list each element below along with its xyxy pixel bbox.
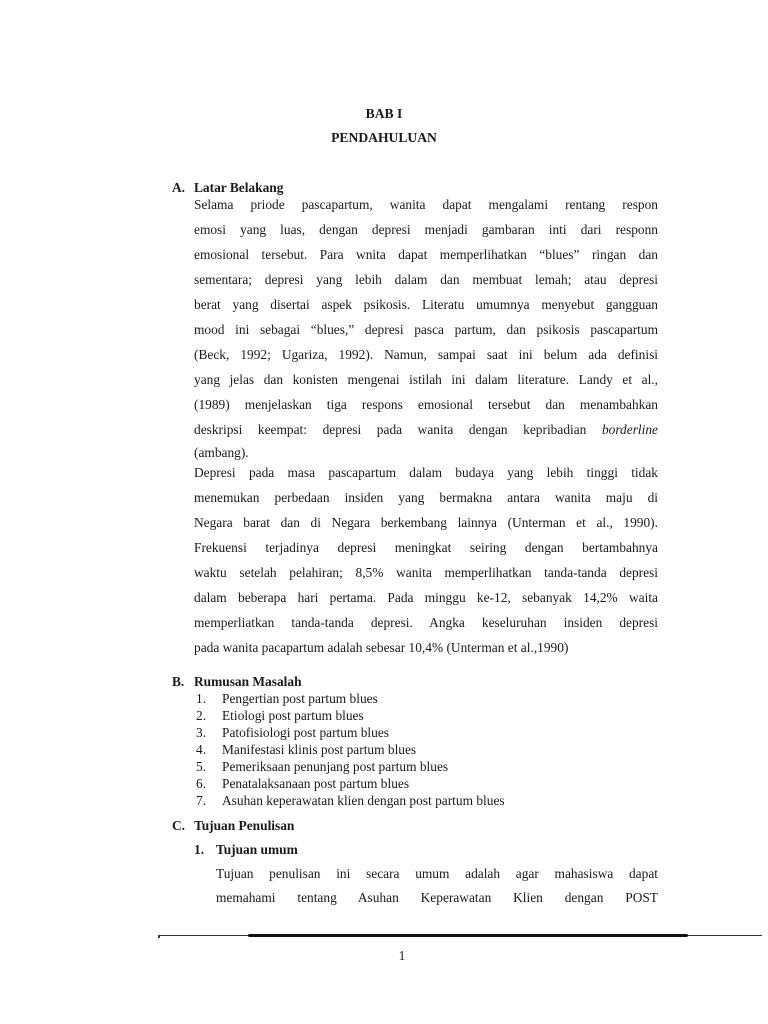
- list-text: Asuhan keperawatan klien dengan post partum blues: [222, 793, 505, 808]
- section-c-letter: C.: [172, 818, 186, 833]
- list-item: [196, 792, 596, 809]
- paragraph-line: yang jelas dan konisten mengenai istilah ini dalam literature. Landy et al.,: [194, 372, 658, 387]
- page-number: 1: [398, 948, 406, 963]
- subsection-number: 1.: [194, 842, 205, 857]
- section-c-title: Tujuan Penulisan: [194, 818, 295, 833]
- paragraph-line-text: deskripsi keempat: depresi pada wanita dengan kepribadian: [194, 422, 602, 437]
- problem-list: [196, 690, 596, 809]
- paragraph-line: [194, 417, 658, 442]
- list-item: [196, 724, 596, 741]
- section-a-paragraph-2: [194, 460, 658, 660]
- paragraph-line: pada wanita pacapartum adalah sebesar 10,4% (Unterman et al.,1990): [194, 640, 569, 655]
- emphasis-borderline: borderline: [601, 422, 658, 437]
- list-text: Penatalaksanaan post partum blues: [222, 776, 410, 791]
- chapter-title: PENDAHULUAN: [331, 130, 437, 145]
- section-c-paragraph: [216, 862, 658, 910]
- paragraph-line: Tujuan penulisan ini secara umum adalah agar mahasiswa dapat: [216, 866, 658, 881]
- section-a-paragraph-1: [194, 192, 658, 442]
- footer-divider: [158, 934, 762, 937]
- paragraph-line: emosi yang luas, dengan depresi menjadi gambaran inti dari responn: [194, 222, 658, 237]
- subsection-title: Tujuan umum: [216, 842, 298, 857]
- list-text: Etiologi post partum blues: [222, 708, 364, 723]
- list-number: 4.: [196, 742, 207, 757]
- list-number: 2.: [196, 708, 207, 723]
- paragraph-line: emosional tersebut. Para wnita dapat memperlihatkan “blues” ringan dan: [194, 247, 658, 262]
- section-c-heading: [172, 818, 472, 836]
- list-text: Pemeriksaan penunjang post partum blues: [222, 759, 449, 774]
- paragraph-line: waktu setelah pelahiran; 8,5% wanita memperlihatkan tanda-tanda depresi: [194, 565, 658, 580]
- list-text: Manifestasi klinis post partum blues: [222, 742, 417, 757]
- footer-divider-thick-line: [248, 934, 688, 937]
- section-b-letter: B.: [172, 674, 185, 689]
- footer-divider-dot: [158, 936, 160, 938]
- list-item: [196, 741, 596, 758]
- section-a-title: Latar Belakang: [194, 180, 284, 195]
- list-number: 7.: [196, 793, 207, 808]
- paragraph-line: Selama priode pascapartum, wanita dapat mengalami rentang respon: [194, 197, 658, 212]
- section-a-paragraph-1-end: (ambang).: [194, 445, 249, 460]
- paragraph-line: memperliatkan tanda-tanda depresi. Angka keseluruhan insiden depresi: [194, 615, 658, 630]
- section-b-title: Rumusan Masalah: [194, 674, 302, 689]
- paragraph-line: (Beck, 1992; Ugariza, 1992). Namun, sampai saat ini belum ada definisi: [194, 347, 658, 362]
- paragraph-line: memahami tentang Asuhan Keperawatan Klien dengan POST: [216, 890, 658, 905]
- list-text: Pengertian post partum blues: [222, 691, 378, 706]
- list-text: Patofisiologi post partum blues: [222, 725, 390, 740]
- paragraph-line: mood ini sebagai “blues,” depresi pasca partum, dan psikosis pascapartum: [194, 322, 658, 337]
- list-item: [196, 758, 596, 775]
- chapter-label: BAB I: [365, 106, 403, 121]
- paragraph-line: dalam beberapa hari pertama. Pada minggu ke-12, sebanyak 14,2% waita: [194, 590, 658, 605]
- list-item: [196, 690, 596, 707]
- list-number: 6.: [196, 776, 207, 791]
- paragraph-line: berat yang disertai aspek psikosis. Literatu umumnya menyebut gangguan: [194, 297, 658, 312]
- paragraph-line: Negara barat dan di Negara berkembang lainnya (Unterman et al., 1990).: [194, 515, 658, 530]
- list-number: 3.: [196, 725, 207, 740]
- paragraph-line: sementara; depresi yang lebih dalam dan membuat lemah; atau depresi: [194, 272, 658, 287]
- section-a-letter: A.: [172, 180, 186, 195]
- list-number: 5.: [196, 759, 207, 774]
- paragraph-line: (1989) menjelaskan tiga respons emosional tersebut dan menambahkan: [194, 397, 658, 412]
- paragraph-line: menemukan perbedaan insiden yang bermakna antara wanita maju di: [194, 490, 658, 505]
- list-item: [196, 775, 596, 792]
- subsection-heading: [194, 842, 494, 860]
- list-number: 1.: [196, 691, 207, 706]
- paragraph-line: Depresi pada masa pascapartum dalam budaya yang lebih tinggi tidak: [194, 465, 658, 480]
- paragraph-line: Frekuensi terjadinya depresi meningkat seiring dengan bertambahnya: [194, 540, 658, 555]
- list-item: [196, 707, 596, 724]
